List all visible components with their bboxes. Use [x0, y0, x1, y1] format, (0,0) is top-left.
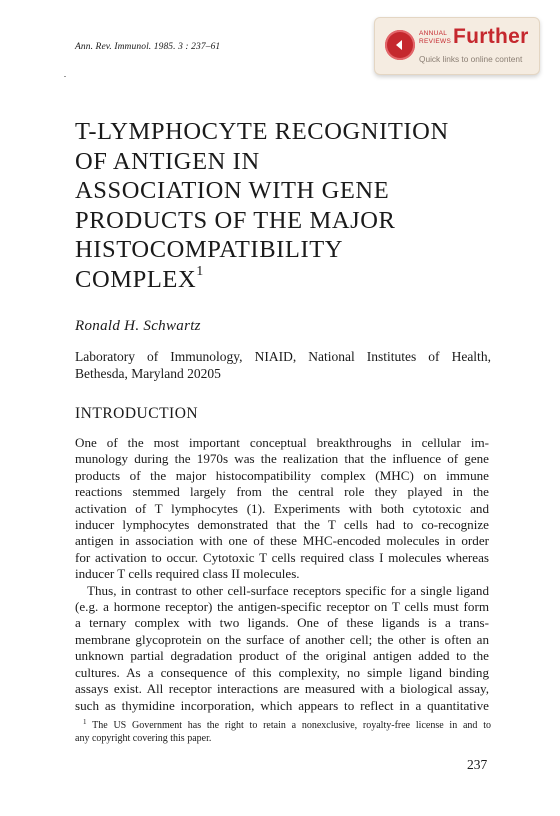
- affiliation-word: National: [308, 349, 355, 364]
- body-line: cultures. As a consequence of this complexity, no simple ligand binding: [75, 664, 489, 680]
- title-line: ASSOCIATION WITH GENE: [75, 177, 390, 204]
- affiliation-word: Immunology,: [170, 349, 243, 364]
- section-heading: INTRODUCTION: [75, 405, 199, 422]
- body-line: reactions stemmed largely from the central role they played in the: [75, 484, 489, 500]
- footnote: [75, 719, 491, 745]
- body-line: a ternary complex with two ligands. One of these ligands is a trans-: [75, 615, 489, 631]
- title-line: OF ANTIGEN IN: [75, 147, 260, 175]
- further-links-badge[interactable]: [374, 17, 540, 75]
- body-line: unknown partial degradation product of the original antigen added to the: [75, 648, 489, 664]
- body-line: membrane glycoprotein on the surface of another cell; the other is often an: [75, 631, 489, 647]
- further-tagline: Quick links to online content: [419, 54, 523, 64]
- body-line: assays exist. All receptor interactions are measured with a biological assay,: [75, 681, 489, 697]
- play-arrow-icon: [385, 30, 415, 60]
- title-line: T-LYMPHOCYTE RECOGNITION: [75, 118, 449, 145]
- article-title: [75, 117, 495, 294]
- affiliation-word: Laboratory: [75, 349, 135, 364]
- body-line: One of the most important conceptual breakthroughs in cellular im-: [75, 435, 489, 450]
- footnote-marker: 1: [83, 718, 87, 726]
- body-line: inducer T cells required class II molecules.: [75, 566, 300, 582]
- affiliation-line-2: Bethesda, Maryland 20205: [75, 366, 221, 381]
- affiliation-word: Institutes: [366, 349, 417, 364]
- footnote-line-2: any copyright covering this paper.: [75, 733, 212, 744]
- body-line: activation of T lymphocytes (1). Experiments with both cytotoxic and: [75, 500, 489, 516]
- footnote-line-1: [75, 719, 491, 732]
- body-line: Thus, in contrast to other cell-surface receptors specific for a single ligand: [87, 582, 489, 598]
- brand-bottom: REVIEWS: [419, 37, 452, 45]
- body-line: munology during the 1970s was the realization that the influence of gene: [75, 451, 489, 467]
- further-wordmark: Further: [453, 25, 529, 48]
- body-line: (e.g. a hormone receptor) the antigen-specific receptor on T cells must form: [75, 599, 489, 615]
- body-line: antigen in association with one of these MHC-encoded molecules in order: [75, 533, 489, 549]
- affiliation-word: of: [147, 349, 159, 364]
- title-line: PRODUCTS OF THE MAJOR: [75, 206, 396, 234]
- page-mark: [64, 76, 66, 77]
- affiliation-line-1: [75, 348, 491, 365]
- author-name: Ronald H. Schwartz: [75, 318, 201, 334]
- body-line: such as thymidine incorporation, which appears to reflect in a quantitative: [75, 697, 489, 713]
- title-footnote-marker[interactable]: 1: [196, 263, 204, 279]
- title-line-last: [75, 265, 495, 295]
- affiliation-word: NIAID,: [254, 349, 297, 364]
- page-number: 237: [467, 757, 488, 772]
- body-text: [75, 435, 489, 714]
- title-line: HISTOCOMPATIBILITY: [75, 236, 344, 263]
- footnote-text: The US Government has the right to retain a nonexclusive, royalty-free license in and to: [92, 720, 491, 731]
- body-line: for activation to occur. Cytotoxic T cells required class I molecules whereas: [75, 549, 489, 565]
- affiliation-word: Health,: [451, 349, 491, 364]
- body-line: inducer lymphocytes demonstrated that the T cells had to co-recognize: [75, 517, 489, 533]
- brand-top: ANNUAL: [419, 30, 448, 37]
- affiliation-word: of: [428, 349, 440, 364]
- journal-citation: Ann. Rev. Immunol. 1985. 3 : 237–61: [75, 42, 221, 52]
- title-line-text: COMPLEX: [75, 265, 197, 293]
- author-affiliation: [75, 348, 491, 382]
- body-line: products of the major histocompatibility complex (MHC) on immune: [75, 467, 489, 483]
